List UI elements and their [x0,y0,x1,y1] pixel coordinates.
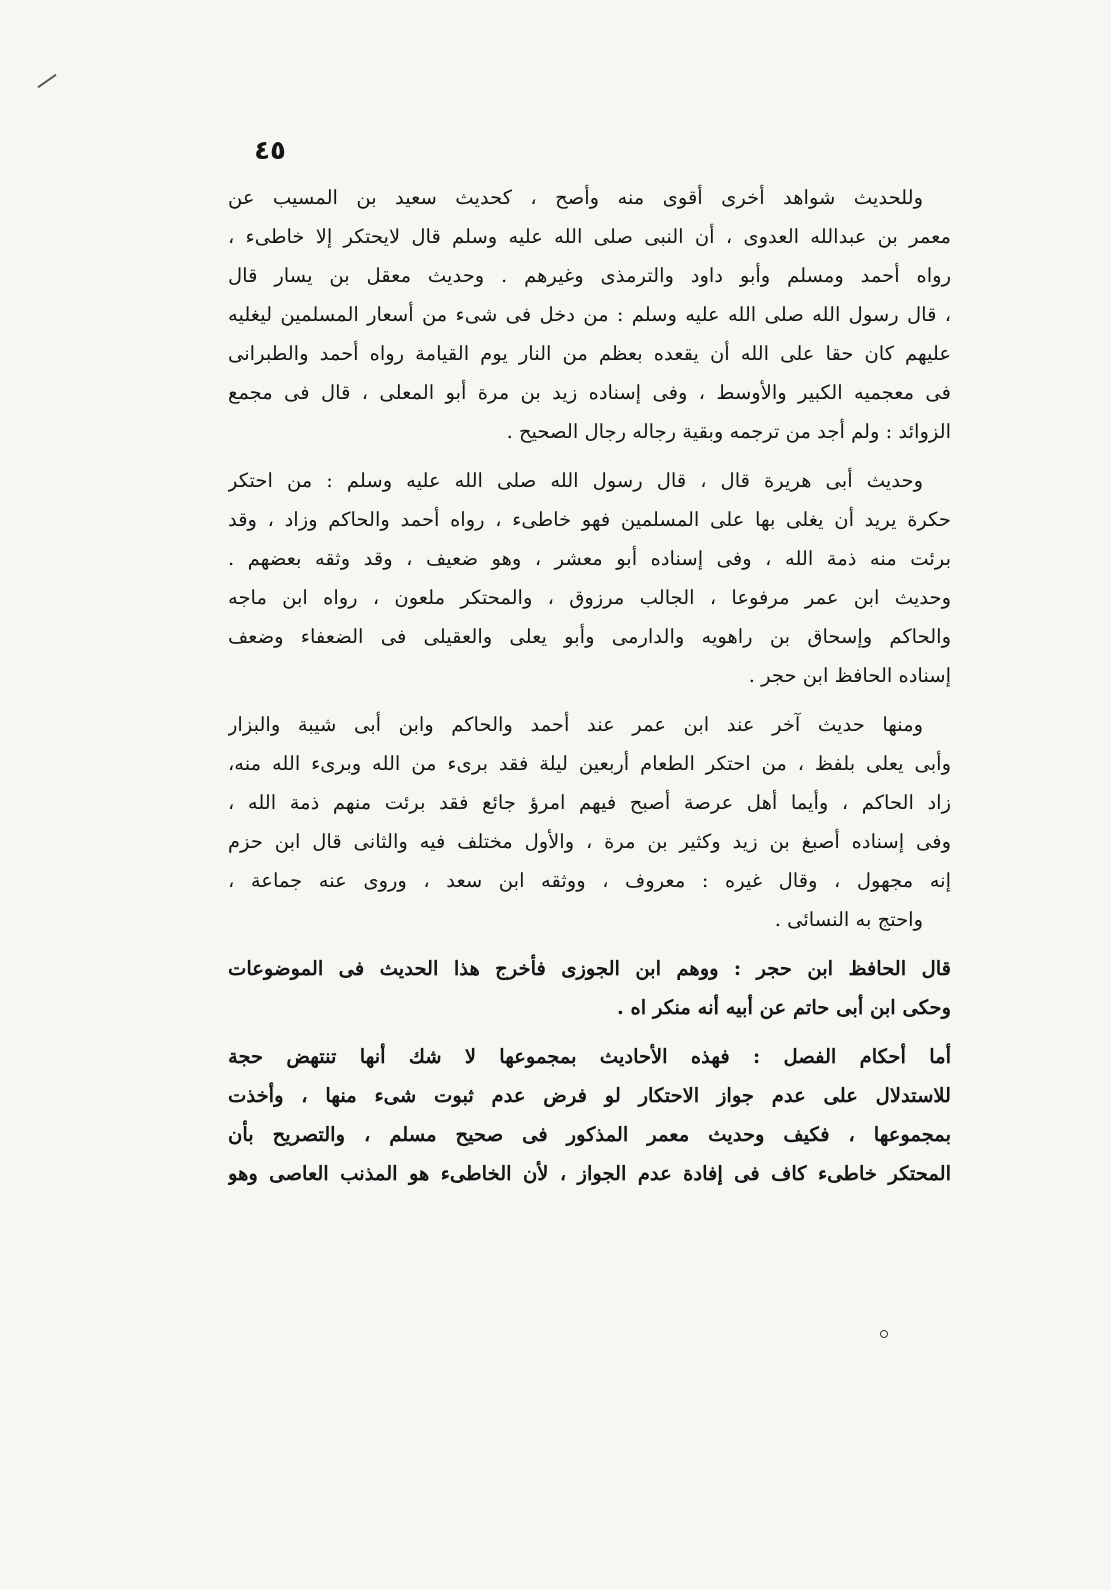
text-line: أما أحكام الفصل : فهذه الأحاديث بمجموعها لا شك أنها تنتهض حجة [228,1045,951,1068]
text-line: برئت منه ذمة الله ، وفى إسناده أبو معشر ، وهو ضعيف ، وقد وثقه بعضهم . [228,547,951,570]
text-line: ومنها حديث آخر عند ابن عمر عند أحمد والحاكم وابن أبى شيبة والبزار [228,713,923,736]
paragraph-5 [228,1037,951,1193]
text-line: وفى إسناده أصبغ بن زيد وكثير بن مرة ، والأول مختلف فيه والثانى قال ابن حزم [228,830,951,853]
text-line: وللحديث شواهد أخرى أقوى منه وأصح ، كحديث سعيد بن المسيب عن [228,186,923,209]
text-line: معمر بن عبدالله العدوى ، أن النبى صلى الله عليه وسلم قال لايحتكر إلا خاطىء ، [228,225,951,248]
text-line: فى معجميه الكبير والأوسط ، وفى إسناده زيد بن مرة أبو المعلى ، قال فى مجمع [228,381,951,404]
paragraph-3 [228,705,951,939]
page-number: ٤٥ [254,136,286,166]
text-line: قال الحافظ ابن حجر : ووهم ابن الجوزى فأخرج هذا الحديث فى الموضوعات [228,957,951,980]
text-line: بمجموعها ، فكيف وحديث معمر المذكور فى صحيح مسلم ، والتصريح بأن [228,1123,951,1146]
text-line: رواه أحمد ومسلم وأبو داود والترمذى وغيرهم . وحديث معقل بن يسار قال [228,264,951,287]
text-line: وحديث أبى هريرة قال ، قال رسول الله صلى الله عليه وسلم : من احتكر [228,469,923,492]
text-line: إنه مجهول ، وقال غيره : معروف ، ووثقه ابن سعد ، وروى عنه جماعة ، [228,869,951,892]
body-text [228,178,951,1203]
scan-mark [37,74,56,88]
text-line: وحديث ابن عمر مرفوعا ، الجالب مرزوق ، والمحتكر ملعون ، رواه ابن ماجه [228,586,951,609]
text-line: حكرة يريد أن يغلى بها على المسلمين فهو خاطىء ، رواه أحمد والحاكم وزاد ، وقد [228,508,951,531]
text-line: واحتج به النسائى . [774,908,923,931]
paragraph-4 [228,949,951,1027]
text-line: المحتكر خاطىء كاف فى إفادة عدم الجواز ، لأن الخاطىء هو المذنب العاصى وهو [228,1162,951,1185]
text-line: عليهم كان حقا على الله أن يقعده بعظم من النار يوم القيامة رواه أحمد والطبرانى [228,342,951,365]
text-line: والحاكم وإسحاق بن راهويه والدارمى وأبو يعلى والعقيلى فى الضعفاء وضعف [228,625,951,648]
text-line: للاستدلال على عدم جواز الاحتكار لو فرض عدم ثبوت شىء منها ، وأخذت [228,1084,951,1107]
text-line: الزوائد : ولم أجد من ترجمه وبقية رجاله رجال الصحيح . [506,420,951,443]
text-line: وحكى ابن أبى حاتم عن أبيه أنه منكر اه . [616,996,951,1019]
text-line: إسناده الحافظ ابن حجر . [748,664,951,687]
text-line: وأبى يعلى بلفظ ، من احتكر الطعام أربعين ليلة فقد برىء من الله وبرىء الله منه، [228,752,951,775]
paragraph-2 [228,461,951,695]
text-line: ، قال رسول الله صلى الله عليه وسلم : من دخل فى شىء من أسعار المسلمين ليغليه [228,303,951,326]
paragraph-1 [228,178,951,451]
text-line: زاد الحاكم ، وأيما أهل عرصة أصبح فيهم امرؤ جائع فقد برئت منهم ذمة الله ، [228,791,951,814]
ink-dot [880,1330,888,1338]
